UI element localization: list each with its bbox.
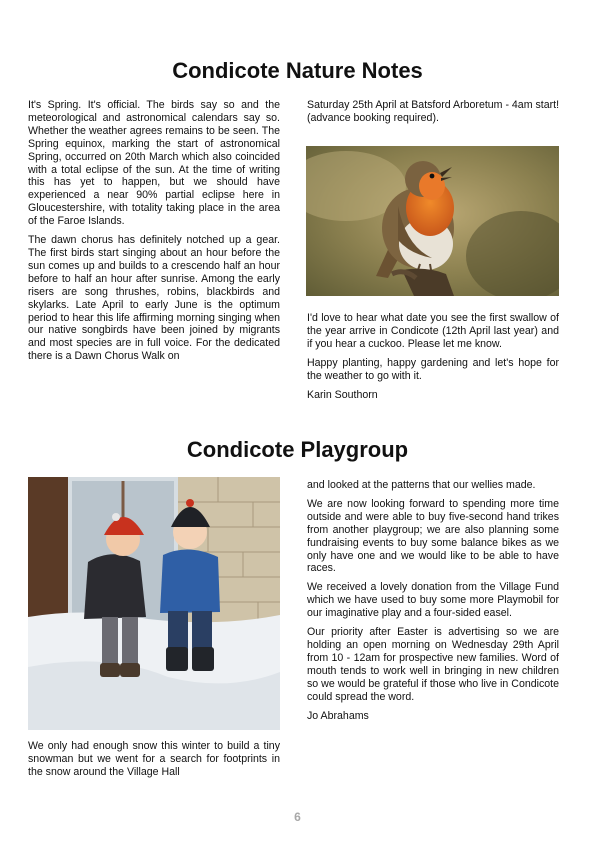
playgroup-paragraph-1: We only had enough snow this winter to build a tiny snowman but we went for a search for footprints in the snow around the Village Hall bbox=[28, 740, 280, 778]
nature-paragraph-2: The dawn chorus has definitely notched up a gear. The first birds start singing about an hour before the sun comes up and builds to a crescendo half an hour before to half an hour after sunrise. Among the early risers are song thrushes, robins, blackbirds and skylarks. Late April to early June is the optimum period to hear this life affirming morning singing when our native songbirds have been joined by migrants and most species are in full voice. For the dedicated there is a Dawn Chorus Walk on bbox=[28, 234, 280, 363]
children-in-snow-illustration bbox=[28, 477, 280, 730]
playgroup-left-column bbox=[28, 740, 280, 785]
nature-notes-right-column-top bbox=[307, 99, 559, 131]
robin-illustration bbox=[306, 146, 559, 296]
nature-paragraph-5: Happy planting, happy gardening and let's hope for the weather to go with it. bbox=[307, 356, 559, 382]
playgroup-right-column bbox=[307, 479, 559, 728]
playgroup-paragraph-4: We received a lovely donation from the Village Fund which we have used to buy some more Playmobil for our imaginative play and a four-sided easel. bbox=[307, 581, 559, 620]
playgroup-title: Condicote Playgroup bbox=[186, 437, 409, 462]
nature-notes-right-column-bottom bbox=[307, 312, 559, 407]
robin-photo bbox=[306, 146, 559, 296]
children-snow-photo bbox=[28, 477, 280, 730]
playgroup-paragraph-2: and looked at the patterns that our wellies made. bbox=[307, 479, 536, 491]
page-number: 6 bbox=[294, 810, 301, 824]
playgroup-paragraph-3: We are now looking forward to spending more time outside and were able to buy five-second hand trikes from another playgroup; we are also planning some fundraising events to buy some balance bikes as we only have one and we would like to be able to have races. bbox=[307, 497, 559, 575]
nature-notes-title: Condicote Nature Notes bbox=[172, 58, 423, 83]
nature-author: Karin Southorn bbox=[307, 388, 378, 401]
nature-paragraph-3: Saturday 25th April at Batsford Arboretum - 4am start! (advance booking required). bbox=[307, 99, 560, 124]
playgroup-author: Jo Abrahams bbox=[307, 709, 369, 722]
playgroup-paragraph-5: Our priority after Easter is advertising so we are holding an open morning on Wednesday 29th April from 10 - 12am for prospective new families. Word of mouth tends to work well in bringing in new children so we would be grateful if those who live in Condicote could spread the word. bbox=[307, 626, 559, 703]
nature-paragraph-4: I'd love to hear what date you see the first swallow of the year arrive in Condicote (12th April last year) and if you hear a cuckoo. Please let me know. bbox=[307, 312, 559, 350]
nature-paragraph-1: It's Spring. It's official. The birds say so and the meteorological and astronomical calendars say so. Whether the weather agrees remains to be seen. The Spring equinox, marking the start of astronomical Spring, occurred on 20th March which also coincided with a total eclipse of the sun. At the time of writing this has yet to happen, but we should have experienced a near 90% partial eclipse here in Gloucestershire, with totality taking place in the area of the Faroe Islands. bbox=[28, 99, 280, 228]
nature-notes-left-column bbox=[28, 99, 280, 369]
